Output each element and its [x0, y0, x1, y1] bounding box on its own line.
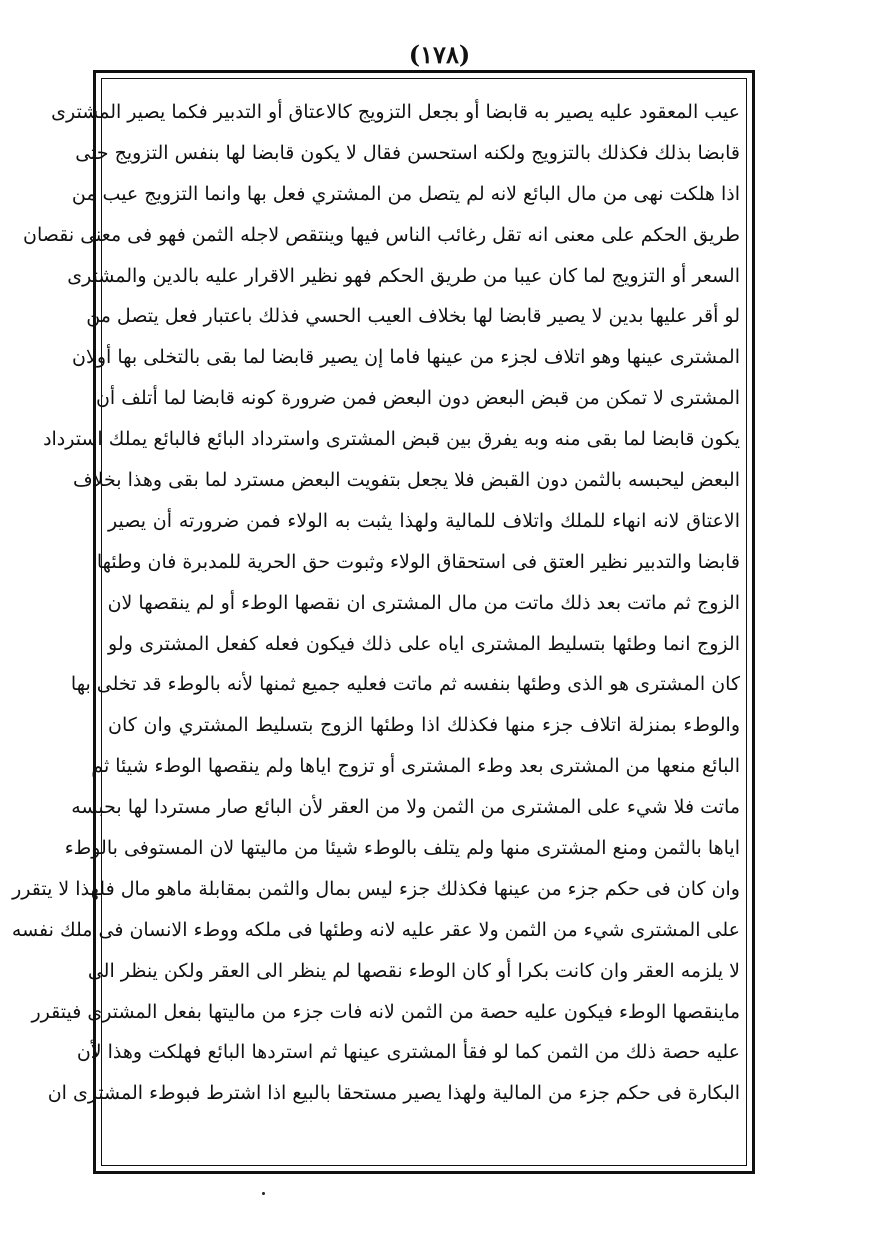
text-line: البكارة فى حكم جزء من المالية ولهذا يصير مستحقا بالبيع اذا اشترط فبوطء المشترى ان [47, 1082, 740, 1105]
text-line: ماينقصها الوطء فيكون عليه حصة من الثمن لانه فات جزء من ماليتها بفعل المشترى فيتقرر [31, 1000, 740, 1023]
text-line: لو أقر عليها بدين لا يصير قابضا لها بخلاف العيب الحسي فذلك باعتبار فعل يتصل من [86, 305, 740, 328]
text-line: على المشترى شيء من الثمن ولا عقر عليه لانه وطئها فى ملكه ووطء الانسان فى ملك نفسه [11, 918, 740, 941]
text-line: عيب المعقود عليه يصير به قابضا أو بجعل التزويج كالاعتاق أو التدبير فكما يصير المشترى [51, 101, 740, 123]
text-line: الزوج انما وطئها بتسليط المشترى اياه على ذلك فيكون فعله كفعل المشترى ولو [108, 632, 740, 655]
text-line: ماتت فلا شيء على المشترى من الثمن ولا من العقر لأن البائع صار مستردا لها بحبسه [71, 796, 740, 819]
text-line: البعض ليحبسه بالثمن دون القبض فلا يجعل بتفويت البعض مسترد لما بقى وهذا بخلاف [72, 469, 740, 492]
text-line: والوطء بمنزلة اتلاف جزء منها فكذلك اذا وطئها الزوج بتسليط المشتري وان كان [108, 714, 740, 737]
text-line: كان المشترى هو الذى وطئها بنفسه ثم ماتت فعليه جميع ثمنها لأنه بالوطء قد تخلى بها [70, 673, 740, 696]
text-line: الاعتاق لانه انهاء للملك واتلاف للمالية ولهذا يثبت به الولاء فمن ضرورته أن يصير [108, 509, 740, 532]
text-line: قابضا بذلك فكذلك بالتزويج ولكنه استحسن فقال لا يكون قابضا لها بنفس التزويج حتى [75, 141, 740, 164]
text-line: قابضا والتدبير نظير العتق فى استحقاق الولاء وثبوت حق الحرية للمدبرة فان وطئها [96, 550, 740, 573]
text-line: البائع منعها من المشترى بعد وطء المشترى أو تزوج اياها ولم ينقصها الوطء شيئا ثم [91, 755, 740, 778]
text-body [11, 92, 740, 1160]
text-line: اذا هلكت نهى من مال البائع لانه لم يتصل من المشتري فعل بها وانما التزويج عيب من [71, 182, 740, 205]
text-line: لا يلزمه العقر وان كانت بكرا أو كان الوطء نقصها لم ينظر الى العقر ولكن ينظر الى [87, 959, 740, 982]
text-line: الزوج ثم ماتت بعد ذلك ماتت من مال المشترى ان نقصها الوطء أو لم ينقصها لان [107, 591, 740, 614]
text-line: اياها بالثمن ومنع المشترى منها ولم يتلف بالوطء شيئا من ماليتها لان المستوفى بالوطء [64, 837, 740, 860]
text-line: عليه حصة ذلك من الثمن كما لو فقأ المشترى عينها ثم استردها البائع فهلكت وهذا لأن [76, 1041, 740, 1064]
text-line: المشترى لا تمكن من قبض البعض دون البعض فمن ضرورة كونه قابضا لما أتلف أن [95, 387, 740, 410]
page-number: (١٧٨) [408, 40, 471, 69]
stray-ink-dot [262, 1192, 265, 1195]
text-line: يكون قابضا لما بقى منه وبه يفرق بين قبض المشترى واسترداد البائع فالبائع يملك استرداد [43, 428, 740, 451]
text-line: السعر أو التزويج لما كان عيبا من طريق الحكم فهو نظير الاقرار عليه بالدين والمشترى [67, 264, 740, 287]
text-line: وان كان فى حكم جزء من عينها فكذلك جزء ليس بمال والثمن بمقابلة ماهو مال فلهذا لا يتقرر [12, 877, 740, 900]
text-line: طريق الحكم على معنى انه تقل رغائب الناس فيها وينتقص لاجله الثمن فهو فى معنى نقصان [23, 223, 740, 246]
text-line: المشترى عينها وهو اتلاف لجزء من عينها فاما إن يصير قابضا لما بقى بالتخلى بها أولان [72, 346, 740, 369]
